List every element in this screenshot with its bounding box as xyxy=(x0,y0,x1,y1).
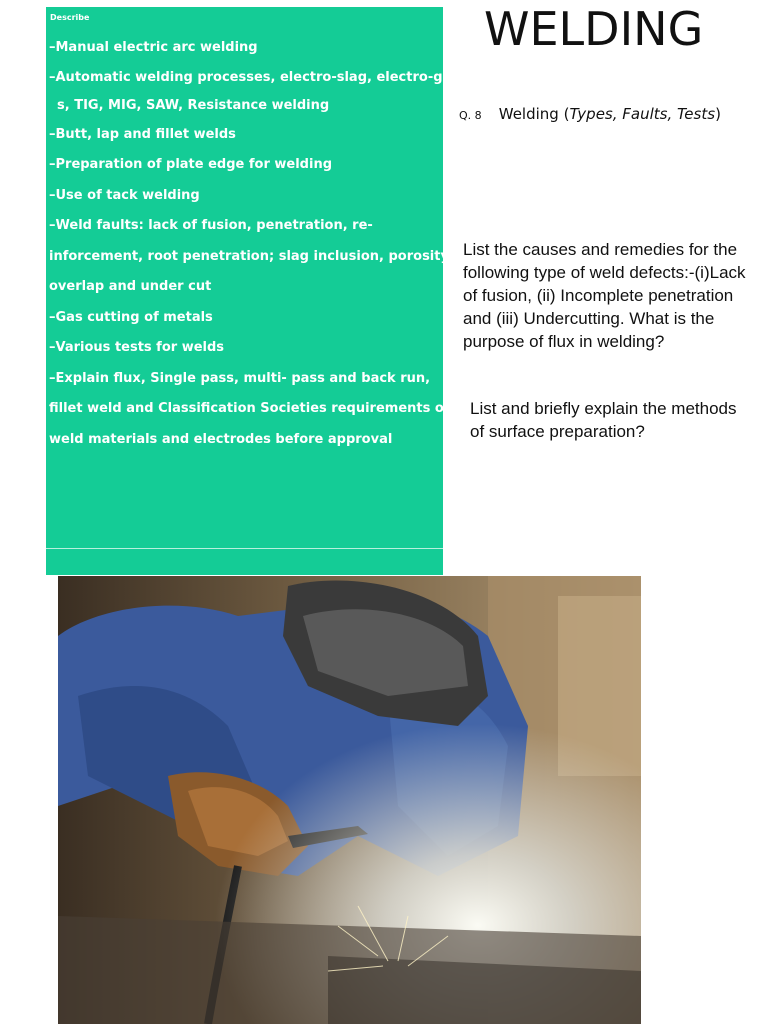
box-divider xyxy=(46,548,443,549)
syllabus-box xyxy=(46,7,454,575)
syllabus-item: –Weld faults: lack of fusion, penetration, re- xyxy=(49,218,373,233)
syllabus-item-continued: weld materials and electrodes before approval xyxy=(49,431,393,447)
syllabus-item: –Butt, lap and fillet welds xyxy=(49,126,236,142)
syllabus-heading: Describe xyxy=(50,13,90,22)
welder-photo-illustration xyxy=(58,576,641,1024)
question-text-weld-defects: List the causes and remedies for the following type of weld defects:-(i)Lack of fusion, (ii) Incomplete penetration and (iii) Undercutting. What is the purpose of flux in welding? xyxy=(463,240,746,351)
syllabus-item: –Gas cutting of metals xyxy=(49,309,213,325)
syllabus-item: –Automatic welding processes, electro-slag, electro-ga xyxy=(49,69,452,85)
syllabus-item: –Manual electric arc welding xyxy=(49,40,258,55)
question-text-surface-preparation: List and briefly explain the methods of surface preparation? xyxy=(470,399,737,441)
welder-photo xyxy=(58,576,641,1024)
page-title: WELDING xyxy=(484,2,704,56)
syllabus-item-continued: overlap and under cut xyxy=(49,279,212,294)
syllabus-item: –Various tests for welds xyxy=(49,340,225,355)
syllabus-item-continued: fillet weld and Classification Societies requirements on xyxy=(49,401,454,416)
question-topic: Welding (Types, Faults, Tests) xyxy=(498,105,721,123)
question-number: Q. 8 xyxy=(459,109,482,122)
syllabus-item-continued: inforcement, root penetration; slag inclusion, porosity, xyxy=(49,248,453,264)
syllabus-list xyxy=(49,33,454,455)
syllabus-item-continued: s, TIG, MIG, SAW, Resistance welding xyxy=(57,97,330,113)
question-heading xyxy=(459,104,721,123)
syllabus-item: –Explain flux, Single pass, multi- pass and back run, xyxy=(49,370,431,386)
syllabus-item: –Preparation of plate edge for welding xyxy=(49,157,333,172)
syllabus-item: –Use of tack welding xyxy=(49,187,200,203)
